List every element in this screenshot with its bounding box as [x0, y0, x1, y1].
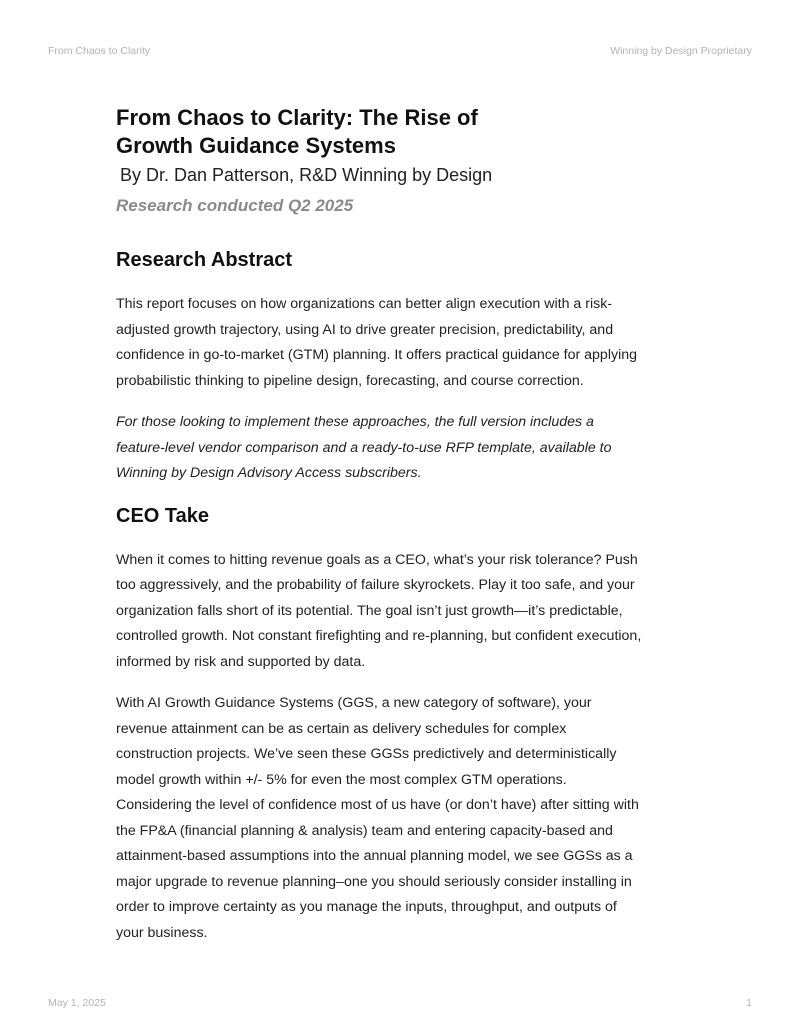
section-heading-abstract: Research Abstract [116, 249, 293, 271]
author-byline: By Dr. Dan Patterson, R&D Winning by Design [120, 165, 493, 185]
header-proprietary-notice: Winning by Design Proprietary [610, 45, 752, 57]
ceo-take-paragraph: With AI Growth Guidance Systems (GGS, a new category of software), your revenue attainment can be as certain as delivery schedules for complex construction projects. We’ve seen these GGSs predictively and deterministically model growth within +/- 5% for even the most complex GTM operations. Considering the level of confidence most of us have (or don’t have) after sitting with the FP&A (financial planning & analysis) team and entering capacity-based and attainment-based assumptions into the annual planning model, we see GGSs as a major upgrade to revenue planning–one you should seriously consider installing in order to improve certainty as you manage the inputs, throughput, and outputs of your business. [116, 695, 639, 941]
running-footer [48, 997, 752, 1009]
ceo-take-section [116, 503, 646, 947]
page-number: 1 [746, 997, 752, 1009]
footer-date: May 1, 2025 [48, 997, 106, 1009]
abstract-note-paragraph: For those looking to implement these approaches, the full version includes a feature-level vendor comparison and a ready-to-use RFP template, available to Winning by Design Advisory Access subscribers. [116, 414, 612, 481]
research-abstract-section [116, 247, 646, 487]
research-date: Research conducted Q2 2025 [116, 196, 354, 215]
ceo-take-paragraph: When it comes to hitting revenue goals as a CEO, what’s your risk tolerance? Push too aggressively, and the probability of failure skyrockets. Play it too safe, and your organization falls short of its potential. The goal isn’t just growth—it’s predictable, controlled growth. Not constant firefighting and re-planning, but confident execution, informed by risk and supported by data. [116, 551, 642, 670]
header-doc-title: From Chaos to Clarity [48, 45, 151, 57]
page-content [116, 104, 646, 946]
abstract-paragraph: This report focuses on how organizations can better align execution with a risk-adjusted growth trajectory, using AI to drive greater precision, predictability, and confidence in go-to-market (GTM) planning. It offers practical guidance for applying probabilistic thinking to pipeline design, forecasting, and course correction. [116, 296, 637, 389]
document-title: From Chaos to Clarity: The Rise of Growth Guidance Systems [116, 105, 478, 158]
section-heading-ceo-take: CEO Take [116, 504, 209, 527]
running-header [48, 45, 752, 57]
